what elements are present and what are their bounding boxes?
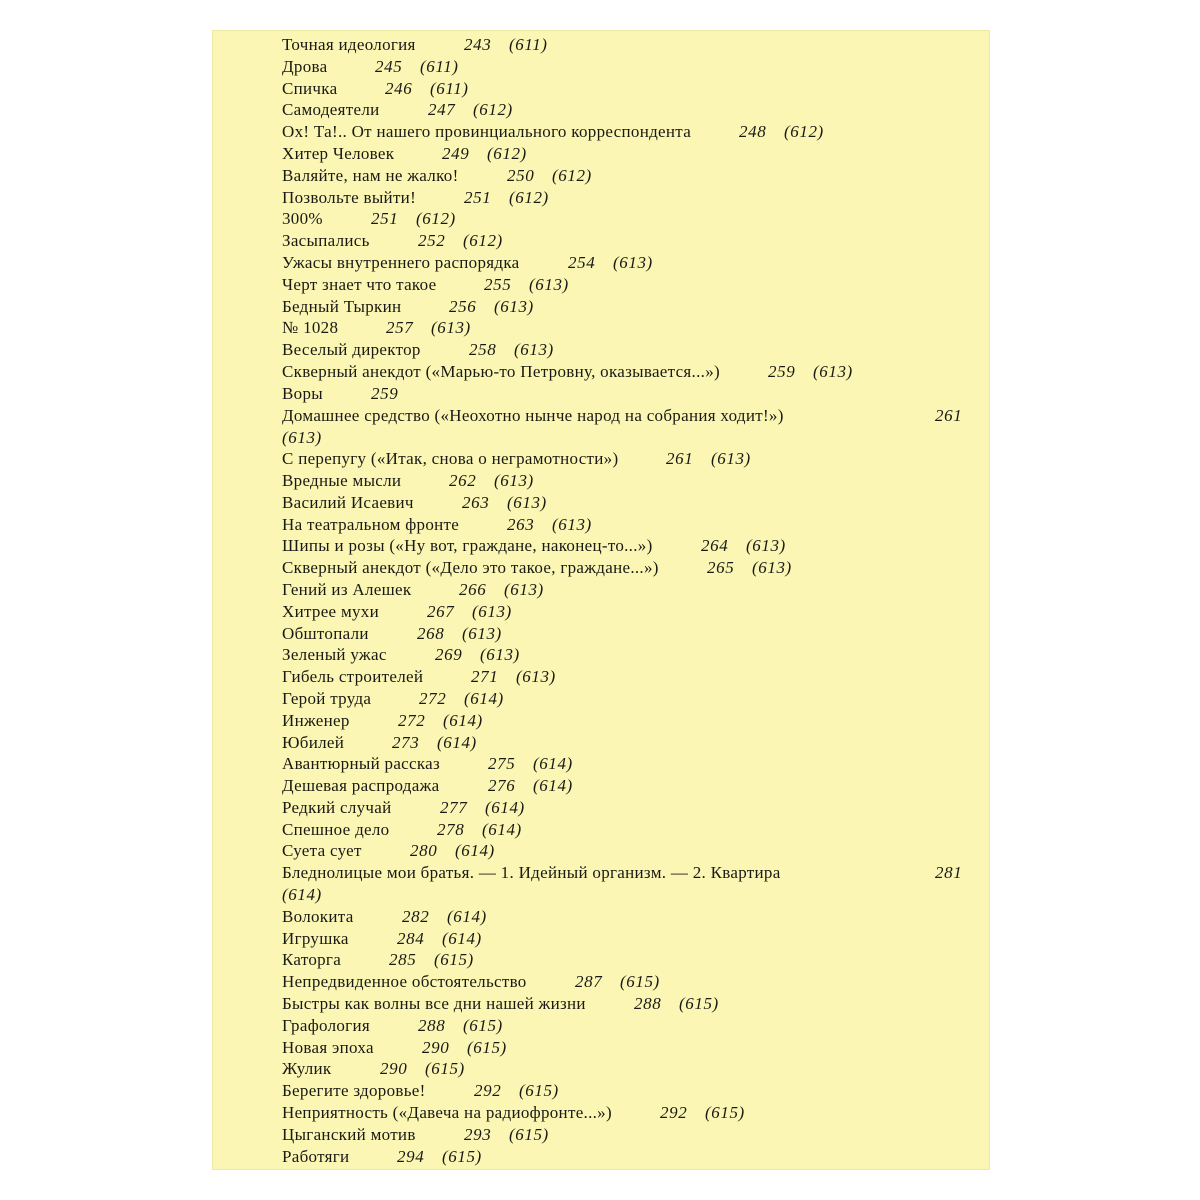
toc-entry	[282, 797, 972, 819]
entry-title: Графология	[282, 1015, 370, 1035]
entry-note-reference: (615)	[509, 1124, 549, 1144]
entry-title: Веселый директор	[282, 340, 421, 360]
entry-page-number: 267	[427, 601, 455, 621]
toc-entry	[282, 339, 972, 361]
entry-title: Василий Исаевич	[282, 492, 414, 512]
entry-page-number: 276	[488, 776, 516, 796]
entry-title: Ох! Та!.. От нашего провинциального корреспондента	[282, 122, 692, 142]
entry-page-number: 252	[418, 231, 446, 251]
entry-note-reference: (614)	[443, 710, 483, 730]
entry-page-number: 263	[462, 492, 490, 512]
entry-note-reference: (615)	[425, 1059, 465, 1079]
entry-note-reference: (614)	[464, 688, 504, 708]
entry-page-number: 249	[442, 143, 470, 163]
entry-note-reference: (615)	[442, 1146, 482, 1166]
entry-note-reference: (612)	[509, 187, 549, 207]
entry-note-reference: (613)	[282, 427, 322, 447]
toc-entry	[282, 121, 972, 143]
toc-entry	[282, 928, 972, 950]
entry-page-number: 284	[397, 928, 425, 948]
entry-title: 300%	[282, 209, 323, 229]
entry-page-number: 243	[464, 35, 492, 54]
entry-page-number: 290	[422, 1037, 450, 1057]
entry-note-reference: (613)	[462, 623, 502, 643]
toc-entry	[282, 862, 972, 906]
toc-entry	[282, 78, 972, 100]
entry-page-number: 256	[449, 296, 477, 316]
entry-note-reference: (614)	[282, 885, 322, 905]
toc-entry	[282, 644, 972, 666]
entry-title: Засыпались	[282, 231, 370, 251]
entry-note-reference: (614)	[447, 906, 487, 926]
toc-entry	[282, 688, 972, 710]
entry-note-reference: (611)	[420, 56, 459, 76]
entry-page-number: 264	[701, 536, 729, 556]
entry-note-reference: (612)	[473, 100, 513, 120]
toc-entry	[282, 819, 972, 841]
entry-page-number: 277	[440, 797, 468, 817]
entry-page-number: 266	[459, 579, 487, 599]
toc-entry	[282, 274, 972, 296]
entry-title: Цыганский мотив	[282, 1124, 416, 1144]
toc-entry	[282, 557, 972, 579]
entry-page-number: 281	[935, 863, 963, 883]
entry-page-number: 248	[739, 122, 767, 142]
entry-title: Точная идеология	[282, 35, 416, 54]
entry-note-reference: (613)	[711, 449, 751, 469]
toc-entry	[282, 949, 972, 971]
entry-page-number: 282	[402, 906, 430, 926]
entry-page-number: 287	[575, 972, 603, 992]
entry-page-number: 293	[464, 1124, 492, 1144]
entry-title: Жулик	[282, 1059, 332, 1079]
entry-title: Бедный Тыркин	[282, 296, 402, 316]
toc-entry	[282, 1015, 972, 1037]
entry-page-number: 269	[435, 645, 463, 665]
entry-note-reference: (612)	[784, 122, 824, 142]
entry-title: № 1028	[282, 318, 339, 338]
entry-page-number: 261	[666, 449, 694, 469]
entry-note-reference: (613)	[613, 252, 653, 272]
toc-entry	[282, 1146, 972, 1168]
toc-entry	[282, 361, 972, 383]
entry-title: С перепугу («Итак, снова о неграмотности»)	[282, 449, 619, 469]
entry-page-number: 247	[428, 100, 456, 120]
toc-entry	[282, 753, 972, 775]
entry-title: Авантюрный рассказ	[282, 754, 441, 774]
toc-entry	[282, 143, 972, 165]
toc-entry	[282, 448, 972, 470]
toc-entry	[282, 732, 972, 754]
toc-entry	[282, 383, 972, 405]
entry-title: Суета сует	[282, 841, 362, 861]
toc-entry	[282, 470, 972, 492]
entry-title: Бледнолицые мои братья. — 1. Идейный организм. — 2. Квартира	[282, 863, 781, 883]
entry-title: Быстры как волны все дни нашей жизни	[282, 994, 586, 1014]
entry-title: Гибель строителей	[282, 667, 424, 687]
toc-entry	[282, 1058, 972, 1080]
entry-page-number: 263	[507, 514, 535, 534]
toc-entry	[282, 623, 972, 645]
entry-title: Черт знает что такое	[282, 274, 437, 294]
entry-title: Дрова	[282, 56, 328, 76]
entry-note-reference: (612)	[416, 209, 456, 229]
entry-title: Волокита	[282, 906, 354, 926]
toc-entry	[282, 601, 972, 623]
entry-page-number: 288	[418, 1015, 446, 1035]
entry-note-reference: (613)	[752, 558, 792, 578]
entry-title: Дешевая распродажа	[282, 776, 440, 796]
entry-page-number: 280	[410, 841, 438, 861]
toc-entry	[282, 492, 972, 514]
entry-note-reference: (615)	[705, 1103, 745, 1123]
entry-page-number: 294	[397, 1146, 425, 1166]
entry-note-reference: (614)	[533, 754, 573, 774]
entry-note-reference: (614)	[482, 819, 522, 839]
entry-title: Непредвиденное обстоятельство	[282, 972, 527, 992]
toc-entry	[282, 775, 972, 797]
entry-note-reference: (613)	[552, 514, 592, 534]
entry-title: Хитер Человек	[282, 143, 395, 163]
entry-page-number: 259	[371, 383, 399, 403]
toc-entry	[282, 34, 972, 56]
entry-note-reference: (613)	[504, 579, 544, 599]
entry-title: Спешное дело	[282, 819, 390, 839]
entry-note-reference: (613)	[746, 536, 786, 556]
entry-note-reference: (614)	[437, 732, 477, 752]
entry-title: Работяги	[282, 1146, 350, 1166]
entry-note-reference: (613)	[529, 274, 569, 294]
entry-note-reference: (615)	[519, 1081, 559, 1101]
toc-entry	[282, 187, 972, 209]
entry-page-number: 246	[385, 78, 413, 98]
entry-note-reference: (615)	[463, 1015, 503, 1035]
entry-page-number: 278	[437, 819, 465, 839]
entry-note-reference: (613)	[507, 492, 547, 512]
entry-page-number: 268	[417, 623, 445, 643]
entry-title: Инженер	[282, 710, 350, 730]
entry-page-number: 273	[392, 732, 420, 752]
entry-note-reference: (614)	[485, 797, 525, 817]
entry-note-reference: (611)	[509, 35, 548, 54]
entry-note-reference: (615)	[679, 994, 719, 1014]
entry-title: Берегите здоровье!	[282, 1081, 426, 1101]
toc-entry	[282, 535, 972, 557]
toc-entry	[282, 1080, 972, 1102]
entry-title: Хитрее мухи	[282, 601, 380, 621]
entry-title: Редкий случай	[282, 797, 392, 817]
entry-note-reference: (613)	[813, 361, 853, 381]
toc-entry	[282, 99, 972, 121]
entry-page-number: 255	[484, 274, 512, 294]
table-of-contents	[282, 34, 972, 1167]
entry-title: На театральном фронте	[282, 514, 460, 534]
toc-entry	[282, 317, 972, 339]
toc-entry	[282, 208, 972, 230]
entry-note-reference: (613)	[514, 340, 554, 360]
entry-page-number: 251	[464, 187, 492, 207]
toc-entry	[282, 666, 972, 688]
entry-page-number: 288	[634, 994, 662, 1014]
toc-entry	[282, 971, 972, 993]
entry-note-reference: (614)	[533, 776, 573, 796]
entry-title: Домашнее средство («Неохотно нынче народ на собрания ходит!»)	[282, 405, 784, 425]
entry-note-reference: (612)	[487, 143, 527, 163]
entry-page-number: 259	[768, 361, 796, 381]
toc-entry	[282, 56, 972, 78]
toc-entry	[282, 710, 972, 732]
entry-page-number: 258	[469, 340, 497, 360]
entry-title: Вредные мысли	[282, 470, 402, 490]
entry-title: Каторга	[282, 950, 342, 970]
entry-note-reference: (614)	[455, 841, 495, 861]
entry-note-reference: (612)	[552, 165, 592, 185]
entry-title: Самодеятели	[282, 100, 380, 120]
entry-title: Зеленый ужас	[282, 645, 387, 665]
entry-title: Игрушка	[282, 928, 349, 948]
entry-note-reference: (613)	[480, 645, 520, 665]
entry-note-reference: (615)	[434, 950, 474, 970]
entry-page-number: 261	[935, 405, 963, 425]
entry-note-reference: (613)	[431, 318, 471, 338]
entry-title: Валяйте, нам не жалко!	[282, 165, 459, 185]
entry-note-reference: (613)	[472, 601, 512, 621]
entry-page-number: 265	[707, 558, 735, 578]
entry-title: Новая эпоха	[282, 1037, 374, 1057]
toc-entry	[282, 993, 972, 1015]
entry-note-reference: (615)	[467, 1037, 507, 1057]
toc-entry	[282, 1124, 972, 1146]
entry-title: Гений из Алешек	[282, 579, 412, 599]
toc-entry	[282, 1037, 972, 1059]
toc-entry	[282, 514, 972, 536]
entry-page-number: 272	[398, 710, 426, 730]
toc-entry	[282, 252, 972, 274]
entry-page-number: 290	[380, 1059, 408, 1079]
entry-title: Герой труда	[282, 688, 372, 708]
entry-page-number: 254	[568, 252, 596, 272]
entry-page-number: 292	[474, 1081, 502, 1101]
entry-title: Позвольте выйти!	[282, 187, 417, 207]
entry-note-reference: (613)	[494, 296, 534, 316]
entry-page-number: 271	[471, 667, 499, 687]
entry-note-reference: (613)	[516, 667, 556, 687]
entry-page-number: 292	[660, 1103, 688, 1123]
toc-entry	[282, 579, 972, 601]
entry-title: Скверный анекдот («Дело это такое, граждане...»)	[282, 558, 659, 578]
entry-note-reference: (612)	[463, 231, 503, 251]
toc-entry	[282, 405, 972, 449]
entry-title: Обштопали	[282, 623, 369, 643]
entry-page-number: 245	[375, 56, 403, 76]
entry-note-reference: (613)	[494, 470, 534, 490]
entry-title: Воры	[282, 383, 323, 403]
toc-entry	[282, 906, 972, 928]
entry-page-number: 250	[507, 165, 535, 185]
entry-page-number: 285	[389, 950, 417, 970]
toc-entry	[282, 165, 972, 187]
toc-entry	[282, 230, 972, 252]
entry-page-number: 251	[371, 209, 399, 229]
toc-entry	[282, 1102, 972, 1124]
entry-note-reference: (611)	[430, 78, 469, 98]
entry-page-number: 262	[449, 470, 477, 490]
entry-page-number: 257	[386, 318, 414, 338]
entry-title: Спичка	[282, 78, 338, 98]
entry-title: Неприятность («Давеча на радиофронте...»)	[282, 1103, 612, 1123]
entry-title: Шипы и розы («Ну вот, граждане, наконец-то...»)	[282, 536, 653, 556]
entry-note-reference: (614)	[442, 928, 482, 948]
entry-page-number: 275	[488, 754, 516, 774]
entry-title: Ужасы внутреннего распорядка	[282, 252, 520, 272]
toc-entry	[282, 840, 972, 862]
entry-note-reference: (615)	[620, 972, 660, 992]
toc-entry	[282, 296, 972, 318]
entry-page-number: 272	[419, 688, 447, 708]
entry-title: Юбилей	[282, 732, 345, 752]
entry-title: Скверный анекдот («Марью-то Петровну, оказывается...»)	[282, 361, 720, 381]
book-page	[212, 30, 990, 1170]
